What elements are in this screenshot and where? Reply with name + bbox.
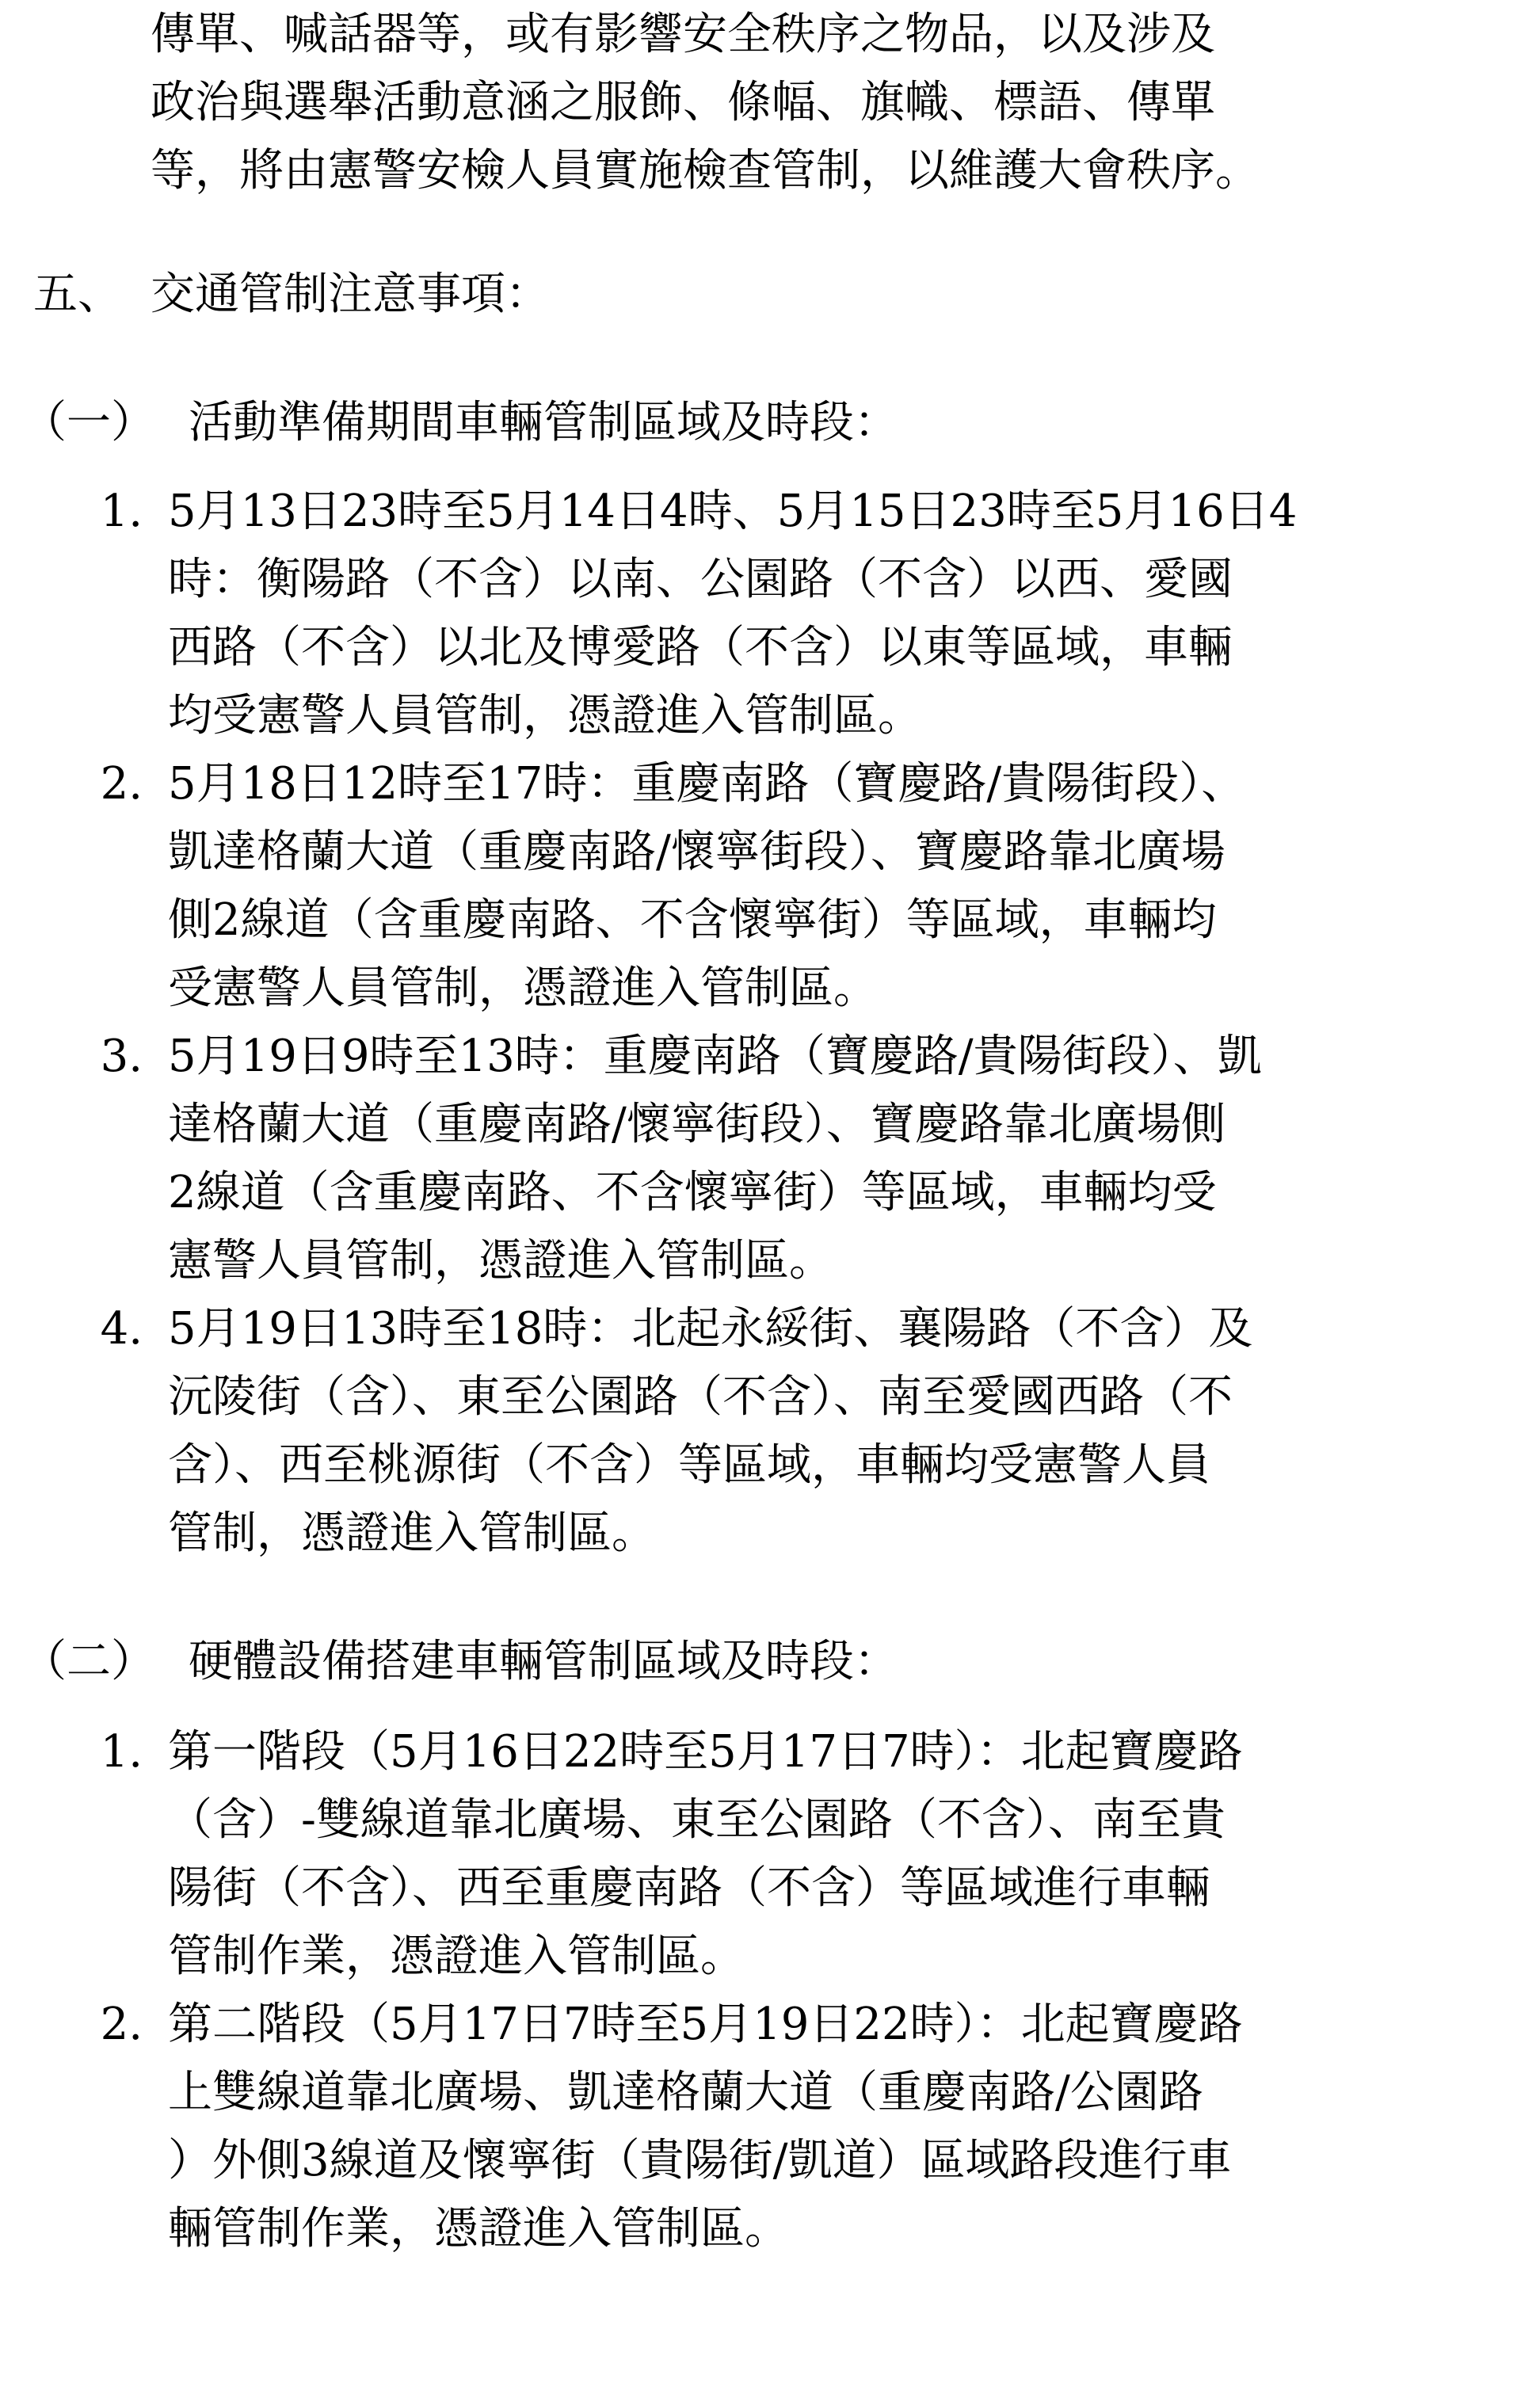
subsection-one-title: 活動準備期間車輛管制區域及時段： bbox=[189, 397, 898, 448]
subsection-two-marker: （二） bbox=[22, 1636, 155, 1687]
item-line: 達格蘭大道（重慶南路/懷寧街段）、寶慶路靠北廣場側 bbox=[168, 1099, 1226, 1150]
intro-line: 等，將由憲警安檢人員實施檢查管制，以維護大會秩序。 bbox=[151, 145, 1260, 196]
item-line: 2線道（含重慶南路、不含懷寧街）等區域，車輛均受 bbox=[168, 1167, 1217, 1218]
item-line: ）外側3線道及懷寧街（貴陽街/凱道）區域路段進行車 bbox=[168, 2135, 1232, 2186]
item-line: 西路（不含）以北及博愛路（不含）以東等區域，車輛 bbox=[168, 622, 1233, 673]
item-number: 3. bbox=[100, 1031, 143, 1082]
item-line: 管制作業，憑證進入管制區。 bbox=[168, 1931, 745, 1982]
item-line: 5月19日13時至18時：北起永綏街、襄陽路（不含）及 bbox=[168, 1303, 1253, 1355]
subsection-two-title: 硬體設備搭建車輛管制區域及時段： bbox=[189, 1636, 898, 1687]
item-line: 憲警人員管制，憑證進入管制區。 bbox=[168, 1235, 833, 1286]
item-line: 輛管制作業，憑證進入管制區。 bbox=[168, 2203, 789, 2255]
item-line: （含）-雙線道靠北廣場、東至公園路（不含）、南至貴 bbox=[168, 1794, 1226, 1846]
item-line: 凱達格蘭大道（重慶南路/懷寧街段）、寶慶路靠北廣場 bbox=[168, 826, 1226, 878]
item-line: 時：衡陽路（不含）以南、公園路（不含）以西、愛國 bbox=[168, 554, 1233, 605]
item-line: 含）、西至桃源街（不含）等區域，車輛均受憲警人員 bbox=[168, 1439, 1210, 1491]
item-line: 受憲警人員管制，憑證進入管制區。 bbox=[168, 962, 878, 1014]
section-five-title: 交通管制注意事項： bbox=[151, 269, 550, 320]
item-line: 均受憲警人員管制，憑證進入管制區。 bbox=[168, 690, 922, 741]
item-line: 上雙線道靠北廣場、凱達格蘭大道（重慶南路/公園路 bbox=[168, 2067, 1203, 2118]
item-line: 5月19日9時至13時：重慶南路（寶慶路/貴陽街段）、凱 bbox=[168, 1031, 1262, 1082]
section-five-marker: 五、 bbox=[33, 269, 122, 320]
intro-line: 政治與選舉活動意涵之服飾、條幅、旗幟、標語、傳單 bbox=[151, 77, 1215, 128]
item-number: 2. bbox=[100, 1999, 143, 2050]
item-line: 第二階段（5月17日7時至5月19日22時）：北起寶慶路 bbox=[168, 1999, 1243, 2050]
item-number: 2. bbox=[100, 758, 143, 810]
item-line: 第一階段（5月16日22時至5月17日7時）：北起寶慶路 bbox=[168, 1726, 1243, 1778]
item-line: 5月18日12時至17時：重慶南路（寶慶路/貴陽街段）、 bbox=[168, 758, 1246, 810]
item-number: 1. bbox=[100, 486, 143, 537]
item-line: 側2線道（含重慶南路、不含懷寧街）等區域，車輛均 bbox=[168, 894, 1217, 946]
item-number: 4. bbox=[100, 1303, 143, 1355]
item-number: 1. bbox=[100, 1726, 143, 1778]
item-line: 管制，憑證進入管制區。 bbox=[168, 1507, 656, 1559]
subsection-one-marker: （一） bbox=[22, 397, 155, 448]
item-line: 陽街（不含）、西至重慶南路（不含）等區域進行車輛 bbox=[168, 1862, 1210, 1914]
item-line: 沅陵街（含）、東至公園路（不含）、南至愛國西路（不 bbox=[168, 1371, 1233, 1423]
intro-line: 傳單、喊話器等，或有影響安全秩序之物品，以及涉及 bbox=[151, 9, 1215, 60]
item-line: 5月13日23時至5月14日4時、5月15日23時至5月16日4 bbox=[168, 486, 1298, 537]
